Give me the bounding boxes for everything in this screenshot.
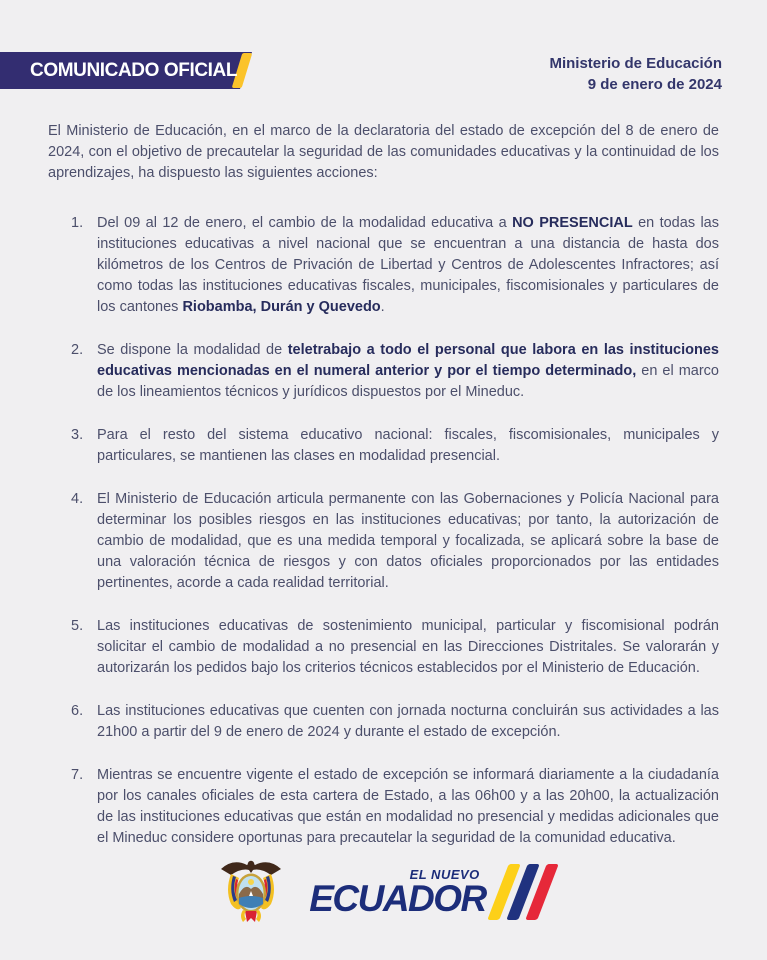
list-item-number: 7.: [71, 767, 84, 783]
list-item-text: Las instituciones educativas de sostenimiento municipal, particular y fiscomisional podrán solicitar el cambio de modalidad a no presencial en las Direcciones Distritales. Se valorarán y autorizarán los pedidos bajo los criterios técnicos establecidos por el Ministerio de Educación.: [97, 618, 719, 676]
logo-tagline: EL NUEVO: [409, 867, 480, 882]
intro-paragraph: El Ministerio de Educación, en el marco de la declaratoria del estado de excepción del 8 de enero de 2024, con el objetivo de precautelar la seguridad de las comunidades educativas y la continuidad de los aprendizajes, ha dispuesto las siguientes acciones:: [48, 123, 719, 181]
document-date: 9 de enero de 2024: [587, 76, 722, 93]
flag-stripes-icon: [487, 864, 558, 920]
list-item-text: Del 09 al 12 de enero, el cambio de la modalidad educativa a NO PRESENCIAL en todas las instituciones educativas a nivel nacional que se encuentran a una distancia de hasta dos kilómetros de los Centros de Privación de Libertad y Centros de Adolescentes Infractores; así como todas las instituciones educativas fiscales, municipales, fiscomisionales y particulares de los cantones Riobamba, Durán y Quevedo.: [97, 215, 719, 315]
official-communique-banner: [0, 52, 260, 89]
footer: [0, 856, 767, 928]
el-nuevo-ecuador-logo: [309, 864, 548, 920]
list-item-number: 6.: [71, 703, 84, 719]
list-item-text: El Ministerio de Educación articula permanente con las Gobernaciones y Policía Nacional para determinar los posibles riesgos en las instituciones educativas; por tanto, la autorización de cambio de modalidad, que es una medida temporal y focalizada, se aplicará sobre la base de una valoración técnica de riesgos y con datos oficiales proporcionados por las entidades pertinentes, acorde a cada realidad territorial.: [97, 491, 719, 591]
list-item-text: Mientras se encuentre vigente el estado de excepción se informará diariamente a la ciudadanía por los canales oficiales de esta cartera de Estado, a las 06h00 y a las 20h00, la actualización de las instituciones educativas que están en modalidad no presencial y medidas adicionales que el Mineduc considere oportunas para precautelar la seguridad de la comunidad educativa.: [97, 767, 719, 846]
ministry-name: Ministerio de Educación: [549, 55, 722, 72]
action-items-list: [48, 213, 719, 849]
list-item-text: Las instituciones educativas que cuenten con jornada nocturna concluirán sus actividades a las 21h00 a partir del 9 de enero de 2024 y durante el estado de excepción.: [97, 703, 719, 740]
banner-title: COMUNICADO OFICIAL: [30, 60, 238, 81]
list-item-number: 1.: [71, 215, 84, 231]
list-item: [48, 616, 719, 679]
communique-body: [48, 121, 719, 871]
list-item-text: Para el resto del sistema educativo nacional: fiscales, fiscomisionales, municipales y particulares, se mantienen las clases en modalidad presencial.: [97, 427, 719, 464]
logo-wordmark: ECUADOR: [309, 878, 486, 919]
list-item: [48, 340, 719, 403]
header-meta: [549, 53, 722, 95]
list-item-text: Se dispone la modalidad de teletrabajo a todo el personal que labora en las instituciones educativas mencionadas en el numeral anterior y por el tiempo determinado, en el marco de los lineamientos técnicos y jurídicos dispuestos por el Mineduc.: [97, 342, 719, 400]
list-item: [48, 489, 719, 594]
list-item: [48, 213, 719, 318]
list-item: [48, 765, 719, 849]
ecuador-coat-of-arms-icon: [219, 856, 283, 928]
list-item-number: 5.: [71, 618, 84, 634]
list-item-number: 4.: [71, 491, 84, 507]
list-item: [48, 425, 719, 467]
list-item-number: 3.: [71, 427, 84, 443]
list-item: [48, 701, 719, 743]
list-item-number: 2.: [71, 342, 84, 358]
